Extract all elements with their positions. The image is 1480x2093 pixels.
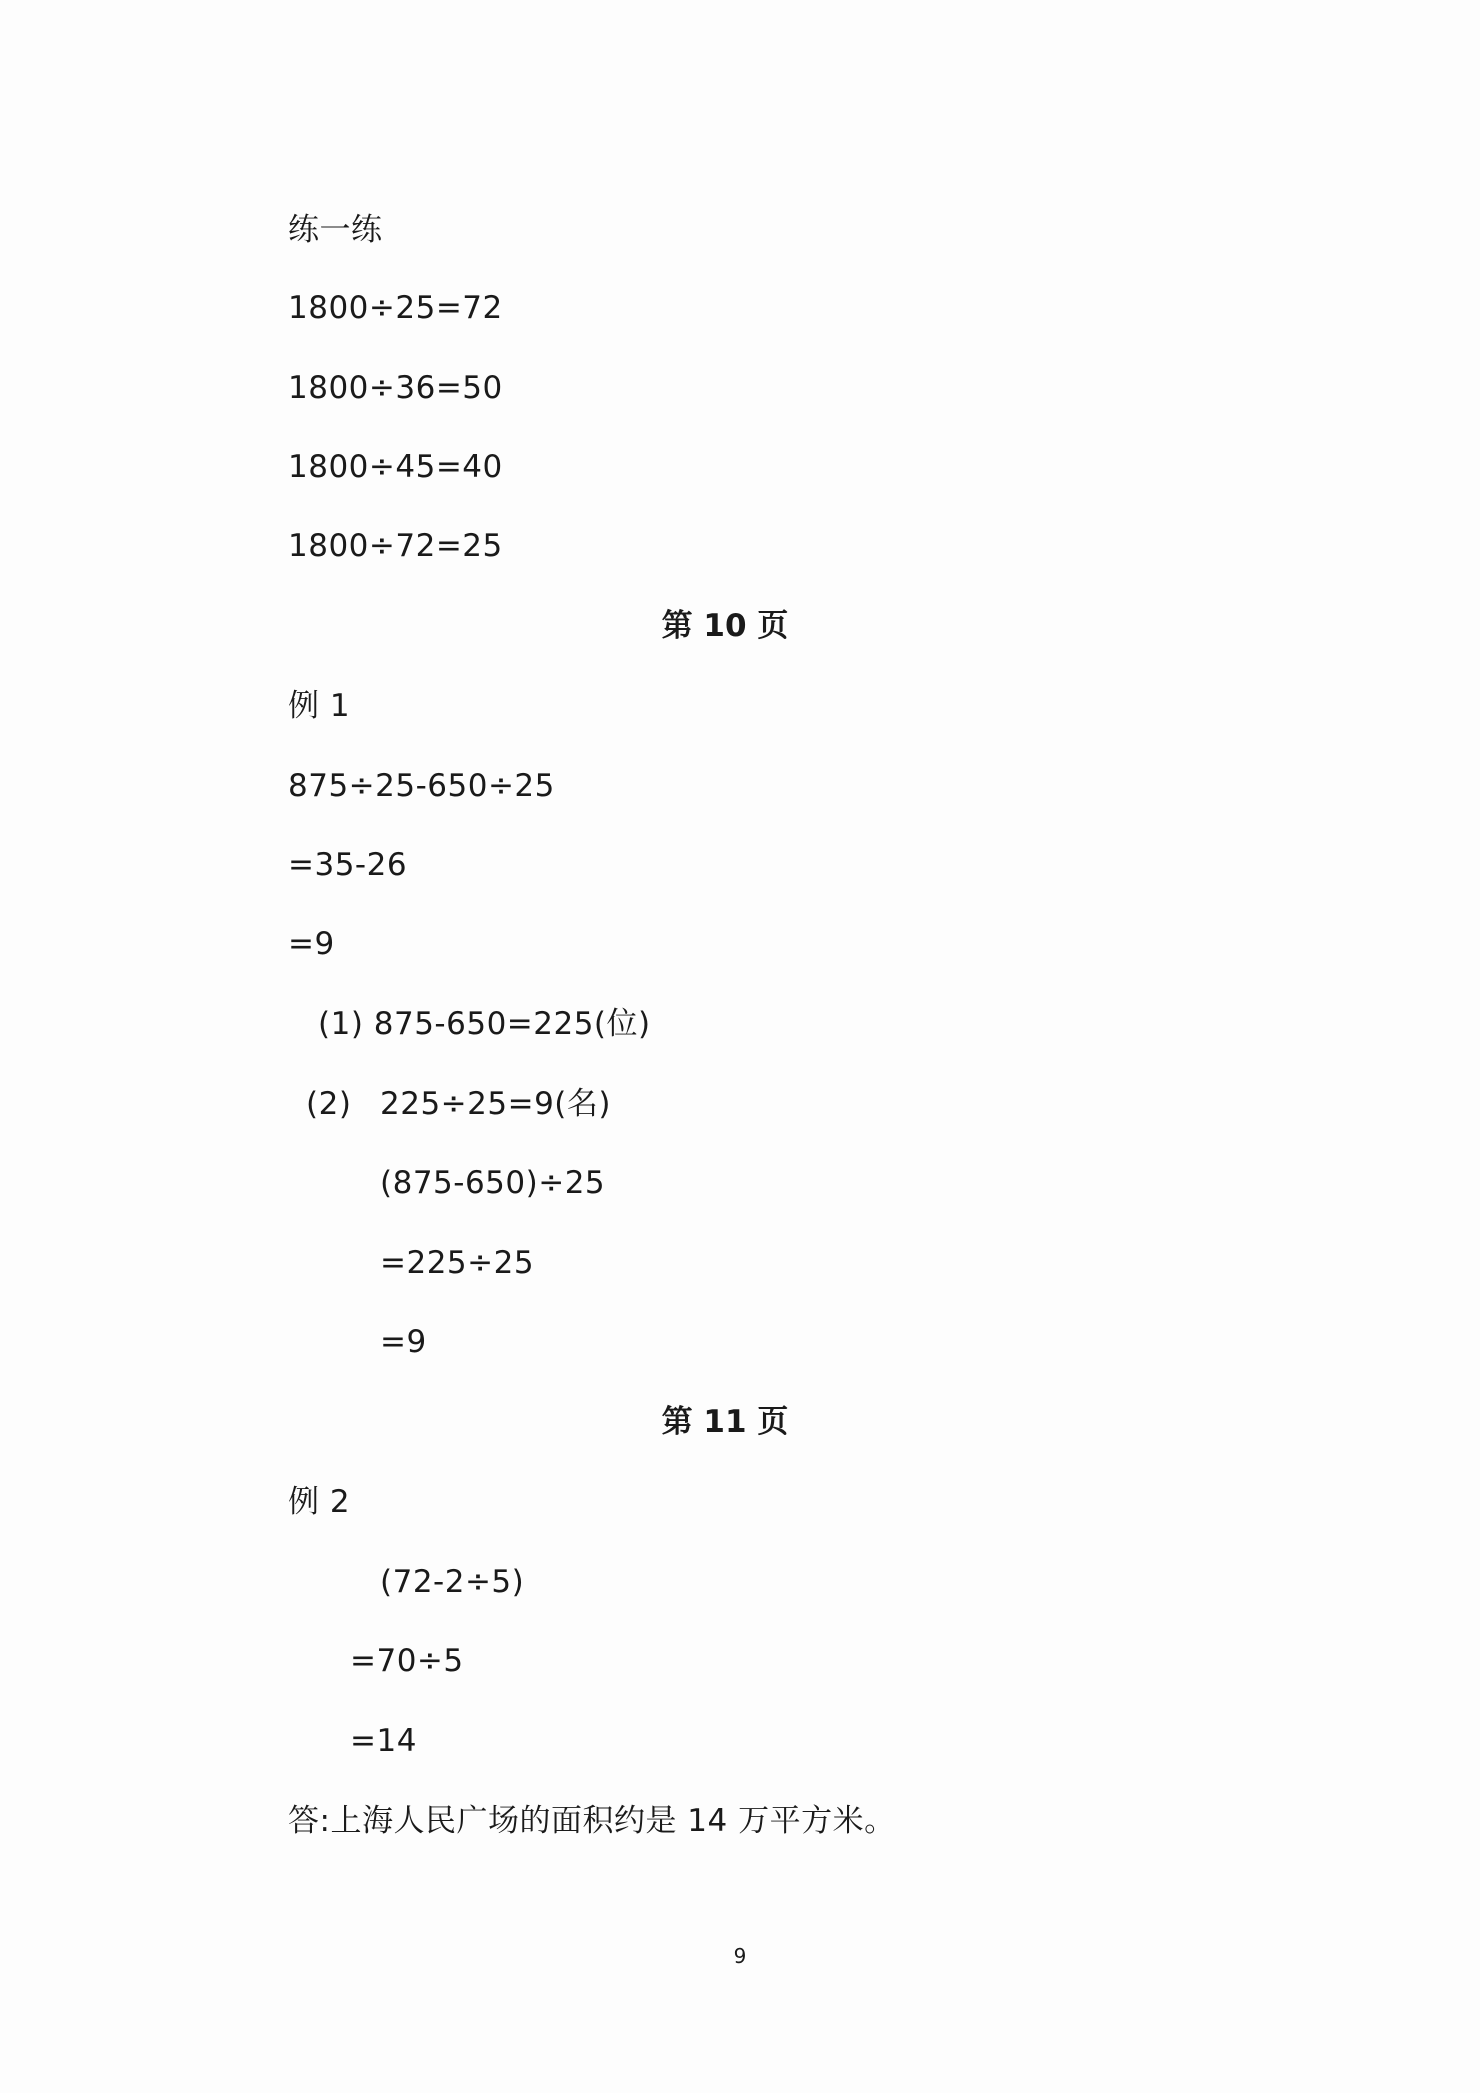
question-1-line: (1) 875-650=225(位) [318, 1006, 651, 1042]
practice-line: 1800÷36=50 [288, 370, 503, 406]
example-2-calc-step: =14 [350, 1723, 417, 1759]
practice-line: 1800÷72=25 [288, 528, 503, 564]
example-1-calc-line: =9 [288, 926, 335, 962]
example-1-calc-line: 875÷25-650÷25 [288, 768, 555, 804]
answer-line: 答:上海人民广场的面积约是 14 万平方米。 [288, 1803, 896, 1839]
page-10-heading: 第 10 页 [661, 608, 789, 644]
practice-line: 1800÷45=40 [288, 449, 503, 485]
practice-title: 练一练 [288, 212, 383, 248]
example-2-calc-line: (72-2÷5) [380, 1564, 525, 1600]
question-2-line: 225÷25=9(名) [380, 1086, 611, 1122]
example-1-label: 例 1 [288, 688, 351, 724]
example-1-calc-line: =35-26 [288, 847, 408, 883]
question-2-label: (2) [306, 1086, 352, 1122]
page-11-heading: 第 11 页 [661, 1404, 789, 1440]
question-2-step: =9 [380, 1324, 427, 1360]
example-2-label: 例 2 [288, 1484, 351, 1520]
question-2-step: (875-650)÷25 [380, 1165, 606, 1201]
page-number: 9 [733, 1944, 747, 1968]
example-2-calc-step: =70÷5 [350, 1643, 464, 1679]
question-2-step: =225÷25 [380, 1245, 535, 1281]
practice-line: 1800÷25=72 [288, 290, 503, 326]
